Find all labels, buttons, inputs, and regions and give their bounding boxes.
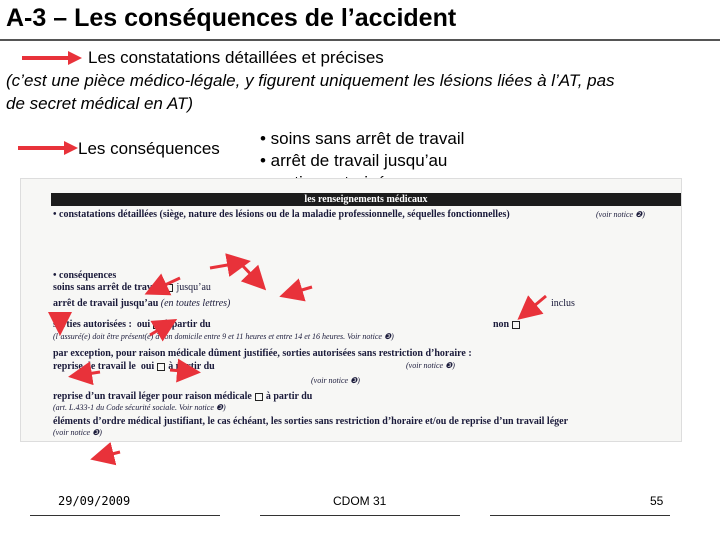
- form-row-constatations: • constatations détaillées (siège, nature des lésions ou de la maladie professionnelle, séquelles fonctionnelles): [53, 209, 510, 220]
- form-row-reprise-note: (voir notice ❸): [406, 361, 455, 370]
- bullet-soins: • soins sans arrêt de travail: [260, 129, 465, 148]
- consequences-label: Les conséquences: [78, 139, 220, 158]
- slide-title: A-3 – Les conséquences de l’accident: [6, 4, 457, 32]
- title-divider: [0, 39, 720, 41]
- form-row-sorties: sorties autorisées : oui à partir du: [53, 319, 211, 330]
- form-row-elements: éléments d’ordre médical justifiant, le cas échéant, les sorties sans restriction d’horaire et/ou de reprise d’un travail léger: [53, 416, 569, 427]
- form-row-arret: arrêt de travail jusqu’au (en toutes lettres): [53, 298, 231, 309]
- form-row-reprise-note-2: (voir notice ❸): [311, 376, 360, 385]
- constatations-heading: Les constatations détaillées et précises: [88, 48, 384, 67]
- note-line-2: de secret médical en AT): [6, 94, 194, 113]
- checkbox-sorties-non: [512, 321, 520, 329]
- form-header: les renseignements médicaux: [51, 193, 681, 206]
- checkbox-soins: [165, 284, 173, 292]
- form-inclus: inclus: [551, 298, 575, 309]
- footer-page-number: 55: [650, 494, 664, 508]
- form-row-travail-leger: reprise d’un travail léger pour raison médicale à partir du: [53, 391, 313, 402]
- red-arrow-icon: [16, 138, 80, 158]
- medical-form-scan: [20, 178, 682, 442]
- bullet-arret: • arrêt de travail jusqu’au: [260, 151, 448, 170]
- form-row-soins: soins sans arrêt de travail jusqu’au: [53, 282, 211, 293]
- footer-date: 29/09/2009: [58, 494, 131, 508]
- form-row-exception: par exception, pour raison médicale dûment justifiée, sorties autorisées sans restriction d’horaire :: [53, 348, 472, 359]
- footer-rule-left: [30, 515, 220, 516]
- arrow-elements-icon: [96, 452, 120, 458]
- checkbox-reprise-oui: [157, 363, 165, 371]
- note-line-1: (c’est une pièce médico-légale, y figurent uniquement les lésions liées à l’AT, pas: [6, 71, 615, 90]
- footer-rule-mid: [260, 515, 460, 516]
- checkbox-sorties-oui: [153, 321, 161, 329]
- form-row-constatations-note: (voir notice ❷): [596, 210, 645, 219]
- footer-rule-right: [490, 515, 670, 516]
- form-row-elements-note: (voir notice ❸): [53, 428, 102, 437]
- footer-center: CDOM 31: [333, 494, 387, 508]
- form-row-consequences: • conséquences: [53, 270, 117, 281]
- form-row-presence: (l’assuré(e) doit être présent(e) à son domicile entre 9 et 11 heures et entre 14 et 16 heures. Voir notice ❸): [53, 332, 394, 341]
- form-row-code: (art. L.433-1 du Code sécurité sociale. Voir notice ❸): [53, 403, 226, 412]
- checkbox-travail-leger: [255, 393, 263, 401]
- form-row-reprise: reprise de travail le oui à partir du: [53, 361, 215, 372]
- red-arrow-icon: [20, 48, 84, 68]
- form-row-sorties-non: non: [493, 319, 523, 330]
